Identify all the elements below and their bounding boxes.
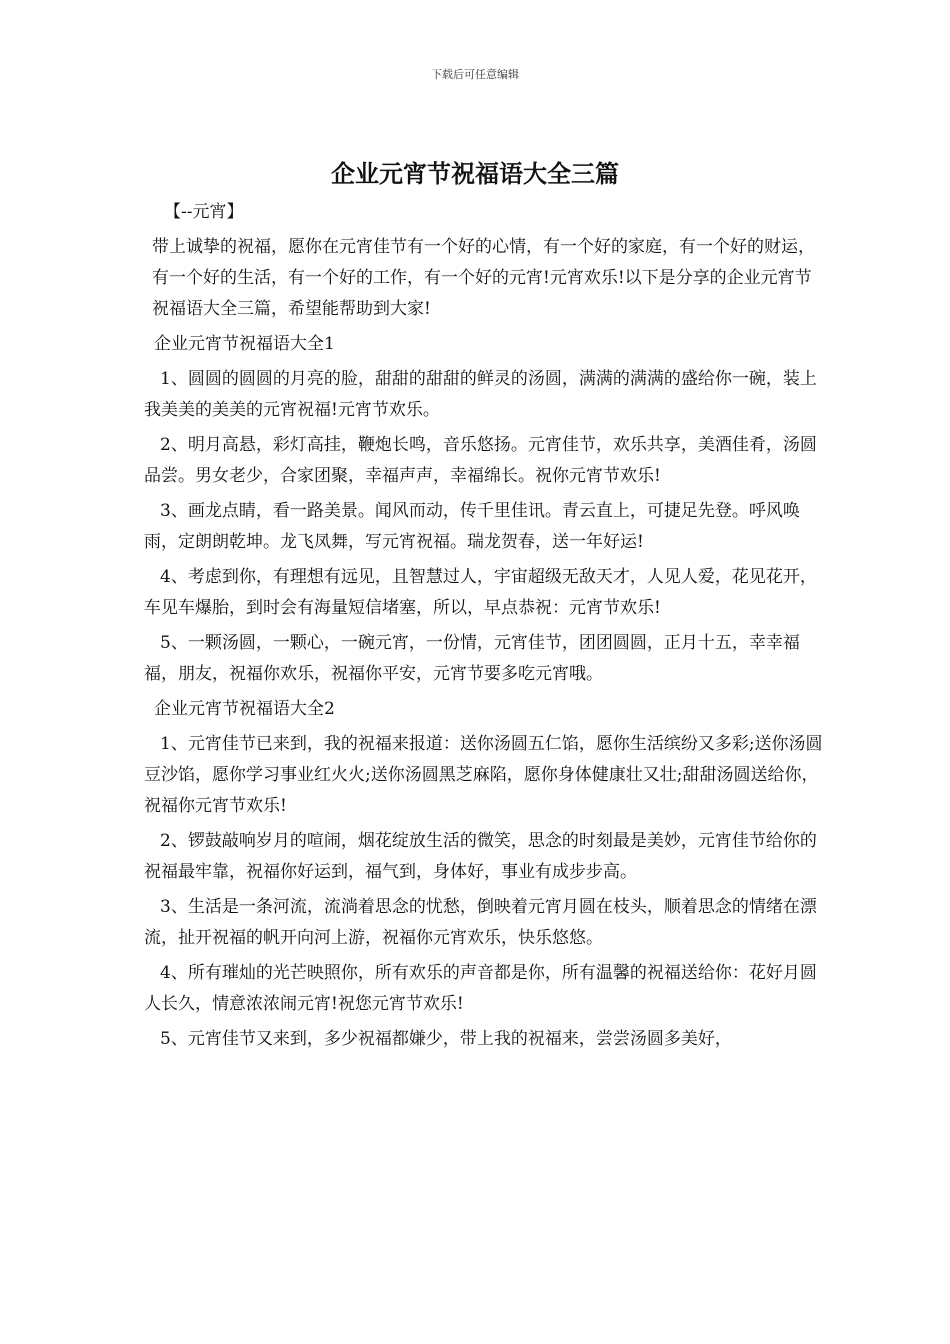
list-item: 5、一颗汤圆，一颗心，一碗元宵，一份情，元宵佳节，团团圆圆，正月十五，幸幸福福，朋友，祝福你欢乐，祝福你平安，元宵节要多吃元宵哦。 [144, 633, 800, 684]
list-item: 1、圆圆的圆圆的月亮的脸，甜甜的甜甜的鲜灵的汤圆，满满的满满的盛给你一碗，装上我美美的美美的元宵祝福!元宵节欢乐。 [144, 369, 817, 420]
section-heading-1: 企业元宵节祝福语大全1 [154, 334, 335, 354]
header-note: 下载后可任意编辑 [431, 68, 519, 81]
list-item: 3、生活是一条河流，流淌着思念的忧愁，倒映着元宵月圆在枝头，顺着思念的情绪在漂流，扯开祝福的帆开向河上游，祝福你元宵欢乐，快乐悠悠。 [144, 897, 817, 948]
section-heading-2: 企业元宵节祝福语大全2 [154, 699, 335, 719]
list-item: 4、考虑到你，有理想有远见，且智慧过人，宇宙超级无敌天才，人见人爱，花见花开，车见车爆胎，到时会有海量短信堵塞，所以，早点恭祝：元宵节欢乐! [144, 567, 817, 618]
list-item: 3、画龙点睛，看一路美景。闻风而动，传千里佳讯。青云直上，可捷足先登。呼风唤雨，定朗朗乾坤。龙飞凤舞，写元宵祝福。瑞龙贺春，送一年好运! [144, 501, 800, 552]
list-item: 1、元宵佳节已来到，我的祝福来报道：送你汤圆五仁馅，愿你生活缤纷又多彩;送你汤圆豆沙馅，愿你学习事业红火火;送你汤圆黑芝麻陷，愿你身体健康壮又壮;甜甜汤圆送给你，祝福你元宵节欢乐! [144, 734, 823, 816]
list-item: 2、锣鼓敲响岁月的喧闹，烟花绽放生活的微笑，思念的时刻最是美妙，元宵佳节给你的祝福最牢靠，祝福你好运到，福气到，身体好，事业有成步步高。 [144, 831, 817, 882]
intro-paragraph: 带上诚挚的祝福，愿你在元宵佳节有一个好的心情，有一个好的家庭，有一个好的财运，有一个好的生活，有一个好的工作，有一个好的元宵!元宵欢乐!以下是分享的企业元宵节祝福语大全三篇，希望能帮助到大家! [152, 237, 815, 319]
list-item: 5、元宵佳节又来到，多少祝福都嫌少，带上我的祝福来，尝尝汤圆多美好， [160, 1029, 732, 1049]
category-tag: 【--元宵】 [164, 202, 244, 222]
document-body [144, 197, 824, 1059]
document-title: 企业元宵节祝福语大全三篇 [331, 159, 619, 188]
list-item: 4、所有璀灿的光芒映照你，所有欢乐的声音都是你，所有温馨的祝福送给你：花好月圆人长久，情意浓浓闹元宵!祝您元宵节欢乐! [144, 963, 817, 1014]
list-item: 2、明月高悬，彩灯高挂，鞭炮长鸣，音乐悠扬。元宵佳节，欢乐共享，美酒佳肴，汤圆品尝。男女老少，合家团聚，幸福声声，幸福绵长。祝你元宵节欢乐! [144, 435, 817, 486]
